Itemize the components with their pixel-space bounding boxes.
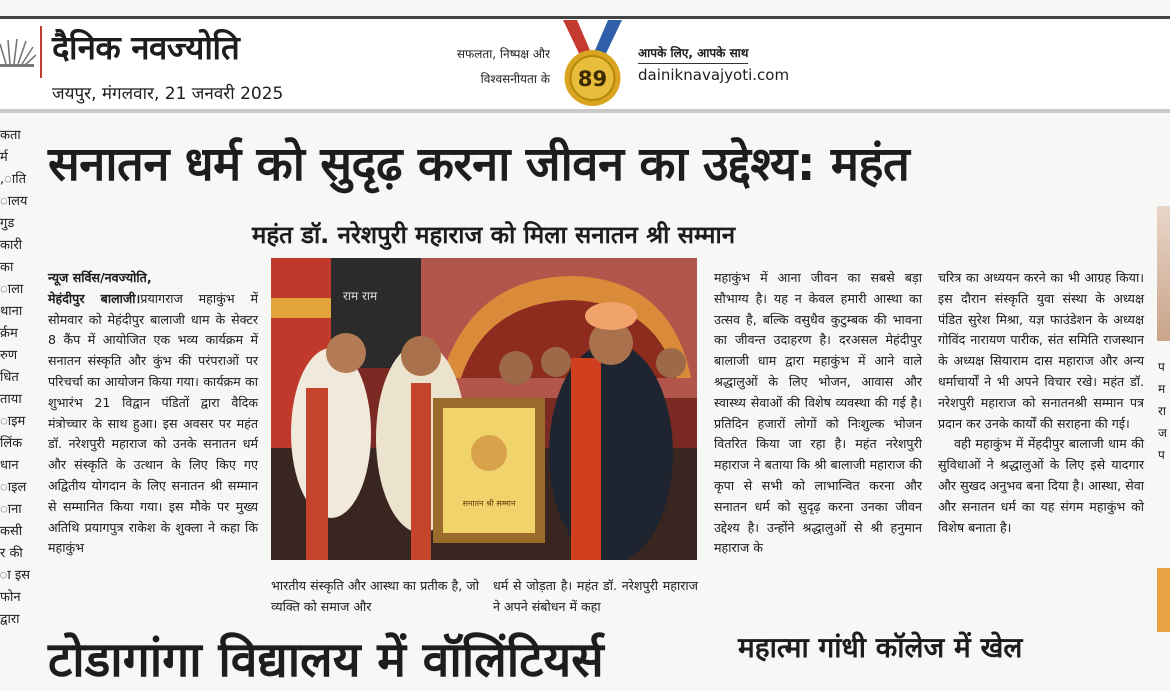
left-column-line: थाना xyxy=(0,304,23,319)
article-subheadline: महंत डॉ. नरेशपुरी महाराज को मिला सनातन श्री सम्मान xyxy=(252,221,736,249)
award-ceremony-photo xyxy=(271,258,697,560)
tagline xyxy=(430,42,550,92)
adjacent-photo xyxy=(1157,206,1170,341)
column-4-para-2: वही महाकुंभ में मेंहदीपुर बालाजी धाम की सुविधाओं ने श्रद्धालुओं के लिए इसे यादगार और सुखद अनुभव बना दिया है। आस्था, सेवा और सनातन धर्म का यह संगम महाकुंभ को विशेष बनाता है। xyxy=(938,436,1144,535)
article-column-3: महाकुंभ में आना जीवन का सबसे बड़ा सौभाग्य है। यह न केवल हमारी आस्था का उत्सव है, बल्कि वसुधैव कुटुम्बक की भावना का जीवन्त उदाहरण है। दरअसल मेहंदीपुर बालाजी धाम द्वारा महाकुंभ में आने वाले श्रद्धालुओं के लिए भोजन, आवास और स्वास्थ्य सेवाओं की विशेष व्यवस्था की गई है। प्रतिदिन हजारों लोगों को निःशुल्क भोजन वितरित किया जा रहा है। महंत नरेशपुरी महाराज ने बताया कि श्री बालाजी महाराज की कृपा से सभी को लाभान्वित करना और सनातन धर्म को सुदृढ़ करना उनका जीवन उद्देश्य है। उन्होंने श्रद्धालुओं से श्री हनुमान महाराज के xyxy=(714,270,922,556)
left-column-line: लिंक xyxy=(0,436,23,451)
left-column-line: ा इस xyxy=(0,568,30,583)
left-column-line: ाइम xyxy=(0,414,26,429)
left-column-line: र्क्रम xyxy=(0,326,18,341)
left-column-line: ताया xyxy=(0,392,22,407)
left-column-line: ाति, xyxy=(0,172,27,187)
byline: न्यूज सर्विस/नवज्योति, xyxy=(48,270,152,285)
slogan: आपके लिए, आपके साथ xyxy=(638,44,748,64)
article-headline: सनातन धर्म को सुदृढ़ करना जीवन का उद्देश्य: महंत xyxy=(48,137,910,192)
left-column-line: ालय xyxy=(0,194,28,209)
next-article-headline: टोडागांगा विद्यालय में वॉलिंटियर्स xyxy=(48,632,604,688)
photo-caption-col1: भारतीय संस्कृति और आस्था का प्रतीक है, जो व्यक्ति को समाज और xyxy=(271,578,479,614)
left-column-line: कारी xyxy=(0,238,23,253)
website-link[interactable]: dainiknavajyoti.com xyxy=(638,66,790,84)
next-article-headline-right: महात्मा गांधी कॉलेज में खेल xyxy=(738,631,1023,664)
left-column-line: कता xyxy=(0,128,21,143)
right-strip-line: रा xyxy=(1158,404,1167,418)
left-column-line: रुण xyxy=(0,348,18,363)
tagline-line2: विश्वसनीयता के xyxy=(480,72,550,86)
adjacent-text xyxy=(1158,356,1167,466)
photo-banner-text: राम राम xyxy=(343,289,378,303)
years-badge: 89 xyxy=(577,67,608,91)
left-column-line: ाना xyxy=(0,502,22,517)
left-column-line: धान xyxy=(0,458,19,473)
sun-logo-icon xyxy=(0,34,36,70)
masthead-divider xyxy=(40,26,42,78)
right-strip-line: ज xyxy=(1158,426,1167,440)
anniversary-medal-icon xyxy=(555,20,630,110)
edition-dateline: जयपुर, मंगलवार, 21 जनवरी 2025 xyxy=(52,84,284,104)
previous-column-fragment xyxy=(0,125,30,666)
tagline-line1: सफलता, निष्पक्ष और xyxy=(456,47,550,61)
article-column-4 xyxy=(938,268,1144,538)
left-column-line: धित xyxy=(0,370,19,385)
left-column-line: गुड xyxy=(0,216,15,231)
column-1-text: प्रयागराज महाकुंभ में सोमवार को मेहंदीपुर बालाजी धाम के सेक्टर 8 कैंप में आयोजित एक भव्य कार्यक्रम में सनातन संस्कृति और कुंभ की परंपराओं पर परिचर्चा का आयोजन किया गया। कार्यक्रम का शुभारंभ 21 विद्वान पंडितों द्वारा वैदिक मंत्रोच्चार के साथ हुआ। इस अवसर पर महंत डॉ. नरेशपुरी महाराज को उनके सनातन धर्म और संस्कृति के उत्थान के लिए किए गए अद्वितीय योगदान के लिए सनातन श्री सम्मान से सम्मानित किया गया। इस मौके पर मुख्य अतिथि प्रयागपुत्र राकेश के शुक्ला ने कहा कि महाकुंभ xyxy=(48,290,258,556)
article-column-1 xyxy=(48,268,258,559)
left-column-line: कसी xyxy=(0,524,23,539)
left-column-line: र की xyxy=(0,546,23,561)
adjacent-ad xyxy=(1157,568,1170,632)
frame-caption-text: सनातन श्री सम्मान xyxy=(462,499,516,508)
photo-caption-col2: धर्म से जोड़ता है। महंत डॉ. नरेशपुरी महाराज ने अपने संबोधन में कहा xyxy=(493,578,698,614)
left-column-line: का xyxy=(0,260,14,275)
left-column-line: र्म xyxy=(0,150,8,165)
left-column-line: द्वारा xyxy=(0,612,20,627)
newspaper-name: दैनिक नवज्योति xyxy=(52,28,240,67)
right-strip-line: प xyxy=(1158,448,1165,462)
left-column-line: ाइल xyxy=(0,480,27,495)
left-column-line: ाला xyxy=(0,282,24,297)
right-strip-line: म xyxy=(1158,382,1166,396)
left-column-line: फोन xyxy=(0,590,21,605)
right-strip-line: प xyxy=(1158,360,1165,374)
dateline-place: मेहंदीपुर बालाजी। xyxy=(48,290,141,306)
adjacent-column-fragment xyxy=(1157,206,1170,666)
column-4-para-1: चरित्र का अध्ययन करने का भी आग्रह किया। इस दौरान संस्कृति युवा संस्था के अध्यक्ष पंडित सुरेश मिश्रा, यज्ञ फाउंडेशन के अध्यक्ष गोविंद नारायण पारीक, संत समिति राजस्थान के अध्यक्ष सियाराम दास महाराज और अन्य धर्माचार्यों ने भी अपने विचार रखे। महंत डॉ. नरेशपुरी महाराज को सनातनश्री सम्मान पत्र प्रदान कर उनके कार्यों की सराहना की गई। xyxy=(938,270,1144,431)
